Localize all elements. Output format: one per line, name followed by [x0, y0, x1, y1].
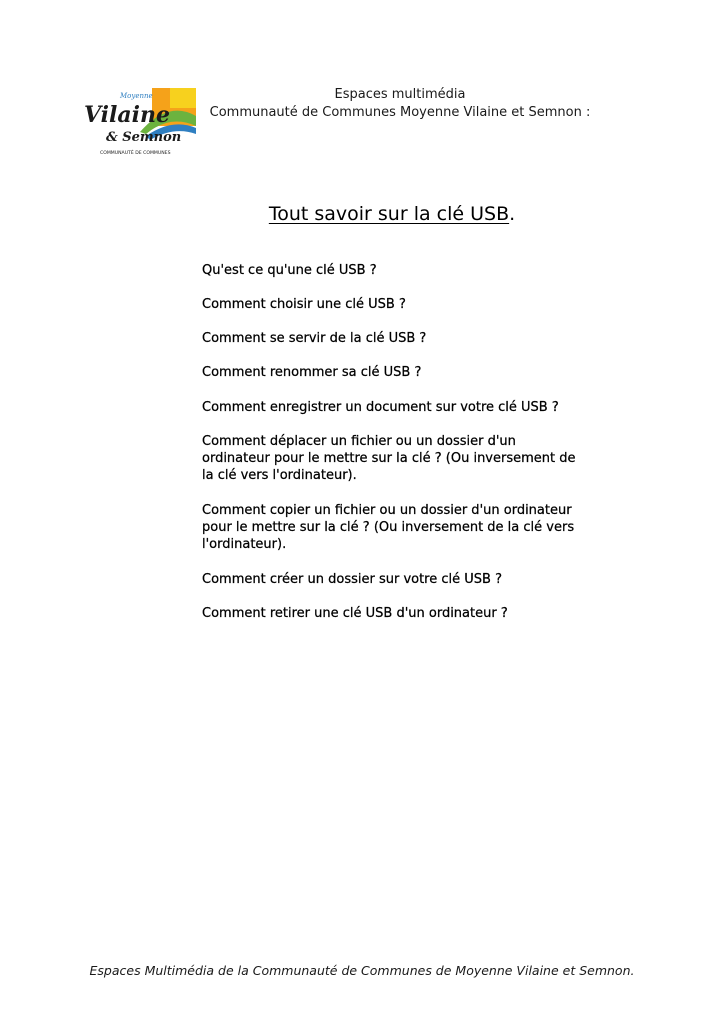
- question-item: Comment renommer sa clé USB ?: [202, 365, 422, 380]
- question-item: Comment copier un fichier ou un dossier d'un ordinateur pour le mettre sur la clé ? (Ou inversement de la clé vers l'ordinateur).: [202, 503, 575, 552]
- question-item: Qu'est ce qu'une clé USB ?: [202, 263, 377, 278]
- logo-sun-highlight: [170, 88, 196, 108]
- page-footer: Espaces Multimédia de la Communauté de Communes de Moyenne Vilaine et Semnon.: [89, 963, 635, 978]
- logo-word-main: Vilaine: [84, 102, 171, 128]
- logo-word-top: Moyenne: [120, 92, 153, 100]
- question-item: Comment se servir de la clé USB ?: [202, 331, 427, 346]
- page-title: [150, 200, 634, 228]
- logo-graphic: [80, 86, 198, 158]
- page-title-main: Tout savoir sur la clé USB: [268, 203, 510, 225]
- logo-word-second: & Semnon: [106, 130, 182, 145]
- question-item: Comment choisir une clé USB ?: [202, 297, 406, 312]
- header-line-2: Communauté de Communes Moyenne Vilaine et Semnon :: [209, 105, 591, 120]
- header-line-1: Espaces multimédia: [334, 87, 466, 102]
- question-item: Comment enregistrer un document sur votre clé USB ?: [202, 400, 559, 415]
- question-item: Comment déplacer un fichier ou un dossier d'un ordinateur pour le mettre sur la clé ? (Ou inversement de la clé vers l'ordinateur).: [202, 434, 576, 483]
- page-header: [200, 86, 600, 122]
- page-title-suffix: .: [509, 203, 516, 225]
- logo-subtitle: COMMUNAUTÉ DE COMMUNES: [100, 151, 171, 156]
- logo-moyenne-vilaine-semnon: [80, 86, 198, 158]
- question-item: Comment créer un dossier sur votre clé USB ?: [202, 572, 502, 587]
- question-item: Comment retirer une clé USB d'un ordinateur ?: [202, 606, 508, 621]
